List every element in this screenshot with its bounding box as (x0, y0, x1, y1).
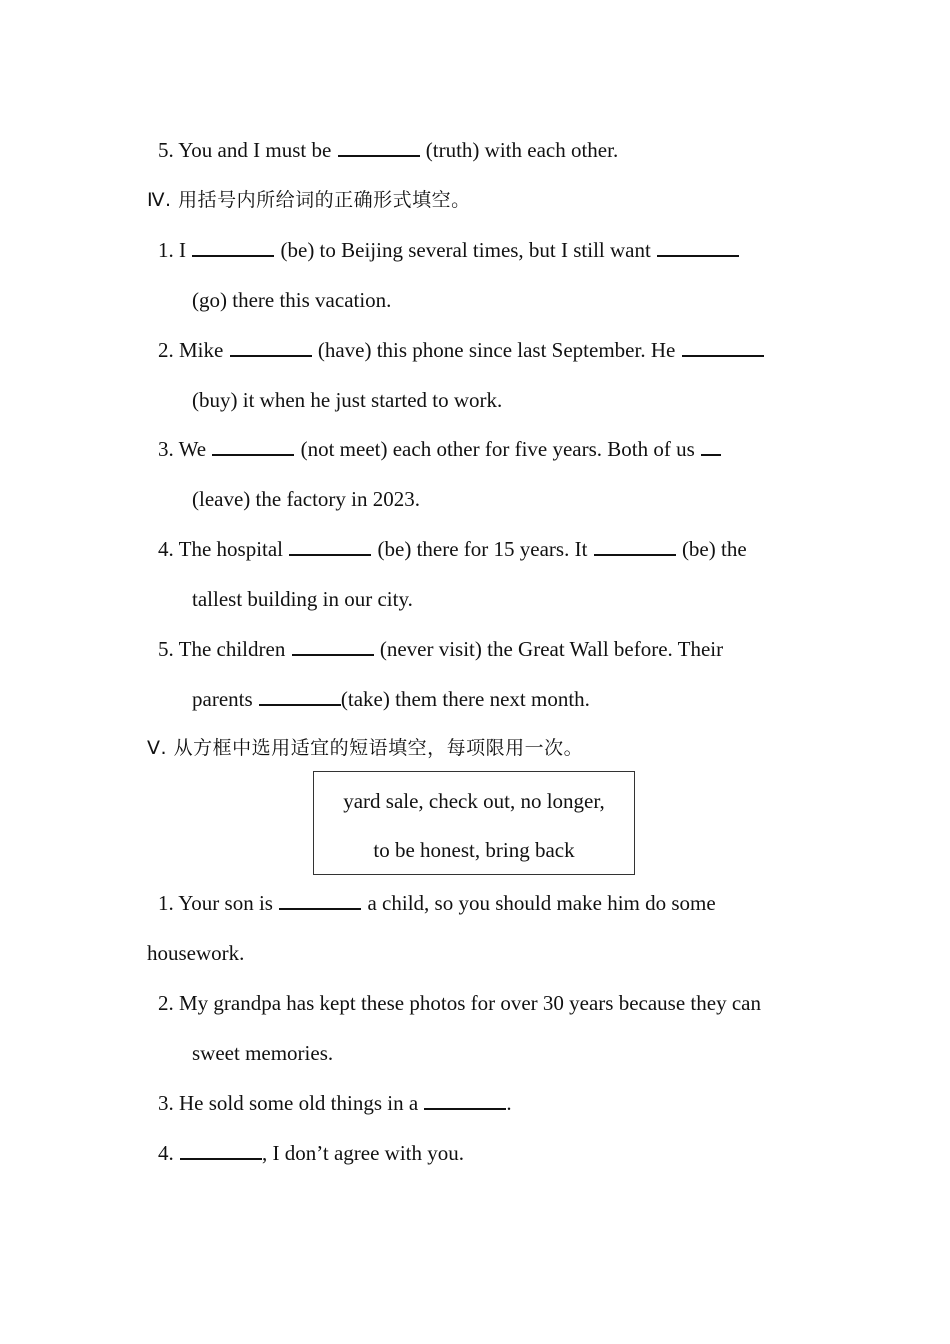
s4-question-3-line-1 (158, 434, 722, 464)
answer-blank[interactable] (279, 890, 361, 910)
question-text: parents (192, 687, 253, 711)
s5-question-4 (158, 1138, 464, 1168)
s4-question-2-line-2: (buy) it when he just started to work. (192, 388, 503, 412)
answer-blank[interactable] (212, 436, 294, 456)
question-text: The hospital (178, 537, 284, 561)
question-text: Your son is (178, 891, 273, 915)
question-5-truth (158, 135, 618, 165)
answer-blank[interactable] (259, 686, 341, 706)
question-number: 1. (158, 891, 174, 915)
s4-question-3-line-2: (leave) the factory in 2023. (192, 487, 420, 511)
question-text: , I don’t agree with you. (262, 1141, 464, 1165)
s4-question-5-line-1 (158, 634, 723, 664)
phrase-box (313, 771, 635, 875)
answer-blank[interactable] (701, 436, 721, 456)
question-text: (truth) with each other. (425, 138, 619, 162)
s4-question-2-line-1 (158, 335, 765, 365)
question-number: 2. (158, 991, 174, 1015)
answer-blank[interactable] (230, 337, 312, 357)
question-text: . (506, 1091, 512, 1115)
question-text: (have) this phone since last September. He (317, 338, 676, 362)
question-text: We (178, 437, 207, 461)
question-text: (be) the (681, 537, 747, 561)
question-text: He sold some old things in a (179, 1091, 419, 1115)
s5-question-2-line-2: sweet memories. (192, 1041, 334, 1065)
s5-question-2-line-1 (158, 988, 761, 1018)
s4-question-4-line-1 (158, 534, 747, 564)
question-text: (never visit) the Great Wall before. Their (379, 637, 724, 661)
question-text: I (179, 238, 186, 262)
s5-question-1-line-2: housework. (147, 941, 245, 965)
question-text: Mike (179, 338, 224, 362)
question-text: (be) there for 15 years. It (377, 537, 588, 561)
answer-blank[interactable] (292, 636, 374, 656)
answer-blank[interactable] (594, 536, 676, 556)
s4-question-4-line-2: tallest building in our city. (192, 587, 413, 611)
answer-blank[interactable] (657, 237, 739, 257)
question-text: (take) them there next month. (340, 687, 590, 711)
answer-blank[interactable] (424, 1090, 506, 1110)
question-text: You and I must be (178, 138, 332, 162)
s5-question-1-line-1 (158, 888, 716, 918)
s4-question-1-line-1 (158, 235, 740, 265)
section-4-heading: Ⅳ. 用括号内所给词的正确形式填空。 (147, 189, 471, 211)
question-text: The children (178, 637, 286, 661)
question-number: 2. (158, 338, 174, 362)
question-number: 1. (158, 238, 174, 262)
answer-blank[interactable] (338, 137, 420, 157)
question-text: (be) to Beijing several times, but I still want (280, 238, 651, 262)
question-text: My grandpa has kept these photos for over 30 years because they can (179, 991, 761, 1015)
phrase-box-line-1: yard sale, check out, no longer, (343, 789, 605, 813)
answer-blank[interactable] (192, 237, 274, 257)
question-number: 5. (158, 637, 174, 661)
question-text: (not meet) each other for five years. Both of us (300, 437, 695, 461)
answer-blank[interactable] (180, 1140, 262, 1160)
question-number: 5. (158, 138, 174, 162)
s4-question-5-line-2 (192, 684, 590, 714)
section-5-heading: Ⅴ. 从方框中选用适宜的短语填空，每项限用一次。 (147, 737, 584, 759)
answer-blank[interactable] (682, 337, 764, 357)
answer-blank[interactable] (289, 536, 371, 556)
question-number: 4. (158, 537, 174, 561)
question-text: a child, so you should make him do some (367, 891, 716, 915)
s5-question-3 (158, 1088, 512, 1118)
question-number: 4. (158, 1141, 174, 1165)
phrase-box-line-2: to be honest, bring back (373, 838, 575, 862)
s4-question-1-line-2: (go) there this vacation. (192, 288, 392, 312)
question-number: 3. (158, 1091, 174, 1115)
question-number: 3. (158, 437, 174, 461)
